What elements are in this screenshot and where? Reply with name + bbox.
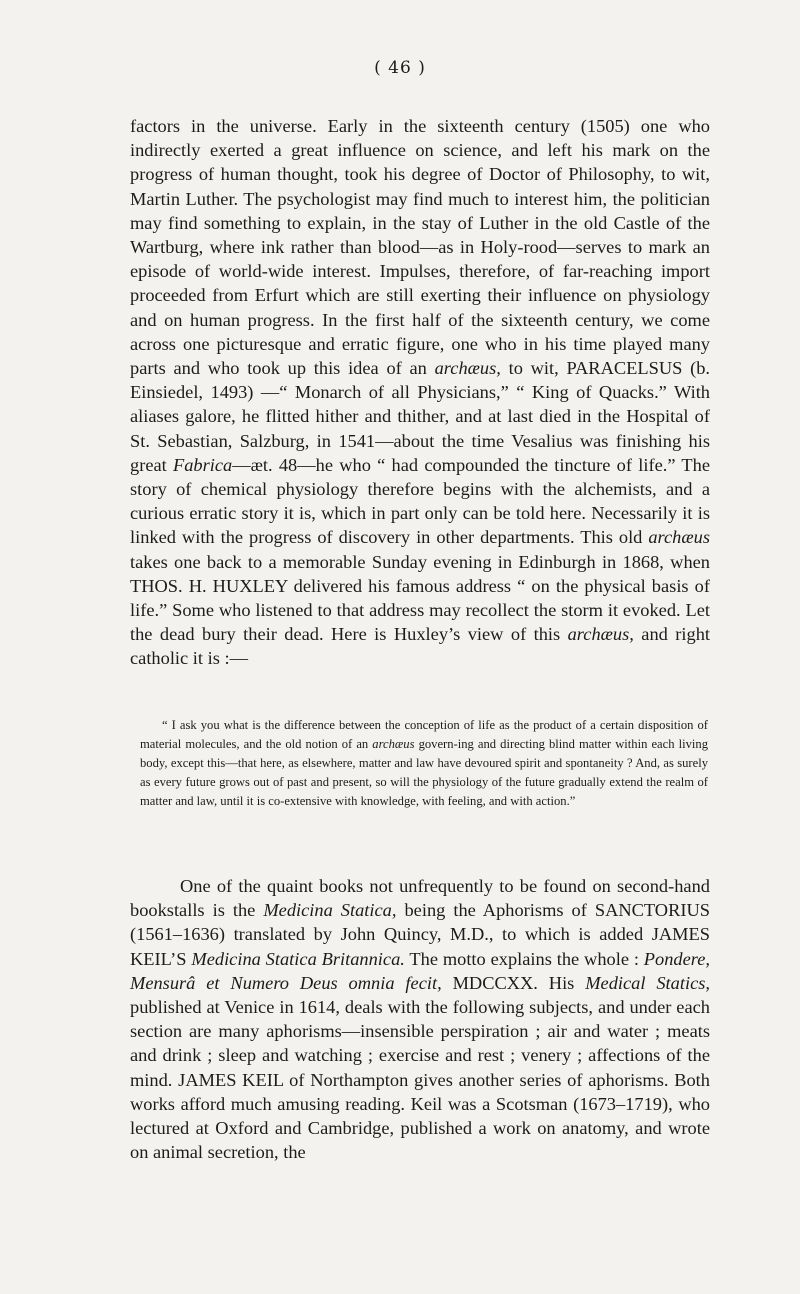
text-run: factors in the universe. Early in the sixteenth century (1505) one who indirectly exerted a great influence on science, and left his mark on the progress of human thought, took his degree of Doctor of Philosophy, to wit, Martin Luther. The psychologist may find much to interest him, the politician may find something to explain, in the stay of Luther in the old Castle of the Wartburg, where ink rather than blood—as in Holy-rood—serves to mark an episode of world-wide interest. Impulses, therefore, of far-reaching import proceeded from Erfurt which are still exerting their influence on physiology and on human progress. In the first half of the sixteenth century, we come across one picturesque and erratic figure, one who in his time played many parts and who took up this idea of an [130, 116, 710, 379]
text-run: to wit, PARACELSUS (b. Einsiedel, 1493) —“ Monarch of all Physicians,” “ King of Quacks.” With aliases galore, he flitted hither and thither, and at last died in the Hospital of St. Sebastian, Salzburg, in 1541—about the time Vesalius was finishing his great [130, 358, 710, 475]
text-run: The motto explains the whole : [404, 948, 644, 969]
paragraph-text [130, 114, 710, 671]
text-run: published at Venice in 1614, deals with the following subjects, and under each section are many aphorisms—insensible perspiration ; air and water ; meats and drink ; sleep and watching ; exercise and rest ; venery ; affections of the mind. JAMES KEIL of Northampton gives another series of aphorisms. Both works afford much amusing reading. Keil was a Scotsman (1673–1719), who lectured at Oxford and Cambridge, published a work on anatomy, and wrote on animal secretion, the [130, 997, 710, 1163]
text-run: “ I ask you what is the difference between the conception of life as the product of a certain disposition of material molecules, and the old notion of an [140, 718, 708, 752]
italic-term: archæus, [567, 624, 634, 645]
text-run: MDCCXX. His [441, 972, 586, 993]
italic-term: Fabrica [173, 454, 233, 475]
text-run: being the Aphorisms of SANCTORIUS (1561–1636) translated by John Quincy, M.D., to which is added JAMES KEIL’S [130, 900, 710, 969]
page-number: ( 46 ) [374, 58, 426, 78]
text-run: One of the quaint books not unfrequently to be found on second-hand bookstalls is the [130, 876, 710, 921]
italic-motto: Pondere, Mensurâ et Numero Deus omnia fecit, [130, 948, 710, 993]
paragraph-medicina-statica [130, 874, 710, 1164]
italic-term: archæus, [434, 358, 501, 379]
italic-title: Medicina Statica Britannica. [191, 948, 405, 969]
huxley-quote [140, 716, 708, 811]
quote-text [140, 716, 708, 811]
italic-title: Medical Statics, [585, 972, 710, 993]
italic-term: archæus [372, 737, 415, 752]
text-run: —æt. 48—he who “ had compounded the tincture of life.” The story of chemical physiology therefore begins with the alchemists, and a curious erratic story it is, which in part only can be told here. Necessarily it is linked with the progress of discovery in other departments. This old [130, 454, 710, 548]
paragraph-luther-paracelsus [130, 114, 710, 671]
text-run: and right catholic it is :— [130, 624, 710, 669]
text-run: govern-ing and directing blind matter within each living body, except this—that here, as elsewhere, matter and law have devoured spirit and spontaneity ? And, as surely as every future grows out of past and present, so will the physiology of the future gradually extend the realm of matter and law, until it is co-extensive with knowledge, with feeling, and with action.” [140, 737, 708, 809]
paragraph-text [130, 874, 710, 1164]
text-run: takes one back to a memorable Sunday evening in Edinburgh in 1868, when THOS. H. HUXLEY delivered his famous address “ on the physical basis of life.” Some who listened to that address may recollect the storm it evoked. Let the dead bury their dead. Here is Huxley’s view of this [130, 551, 710, 645]
italic-term: archæus [648, 527, 710, 548]
italic-title: Medicina Statica, [263, 900, 397, 921]
